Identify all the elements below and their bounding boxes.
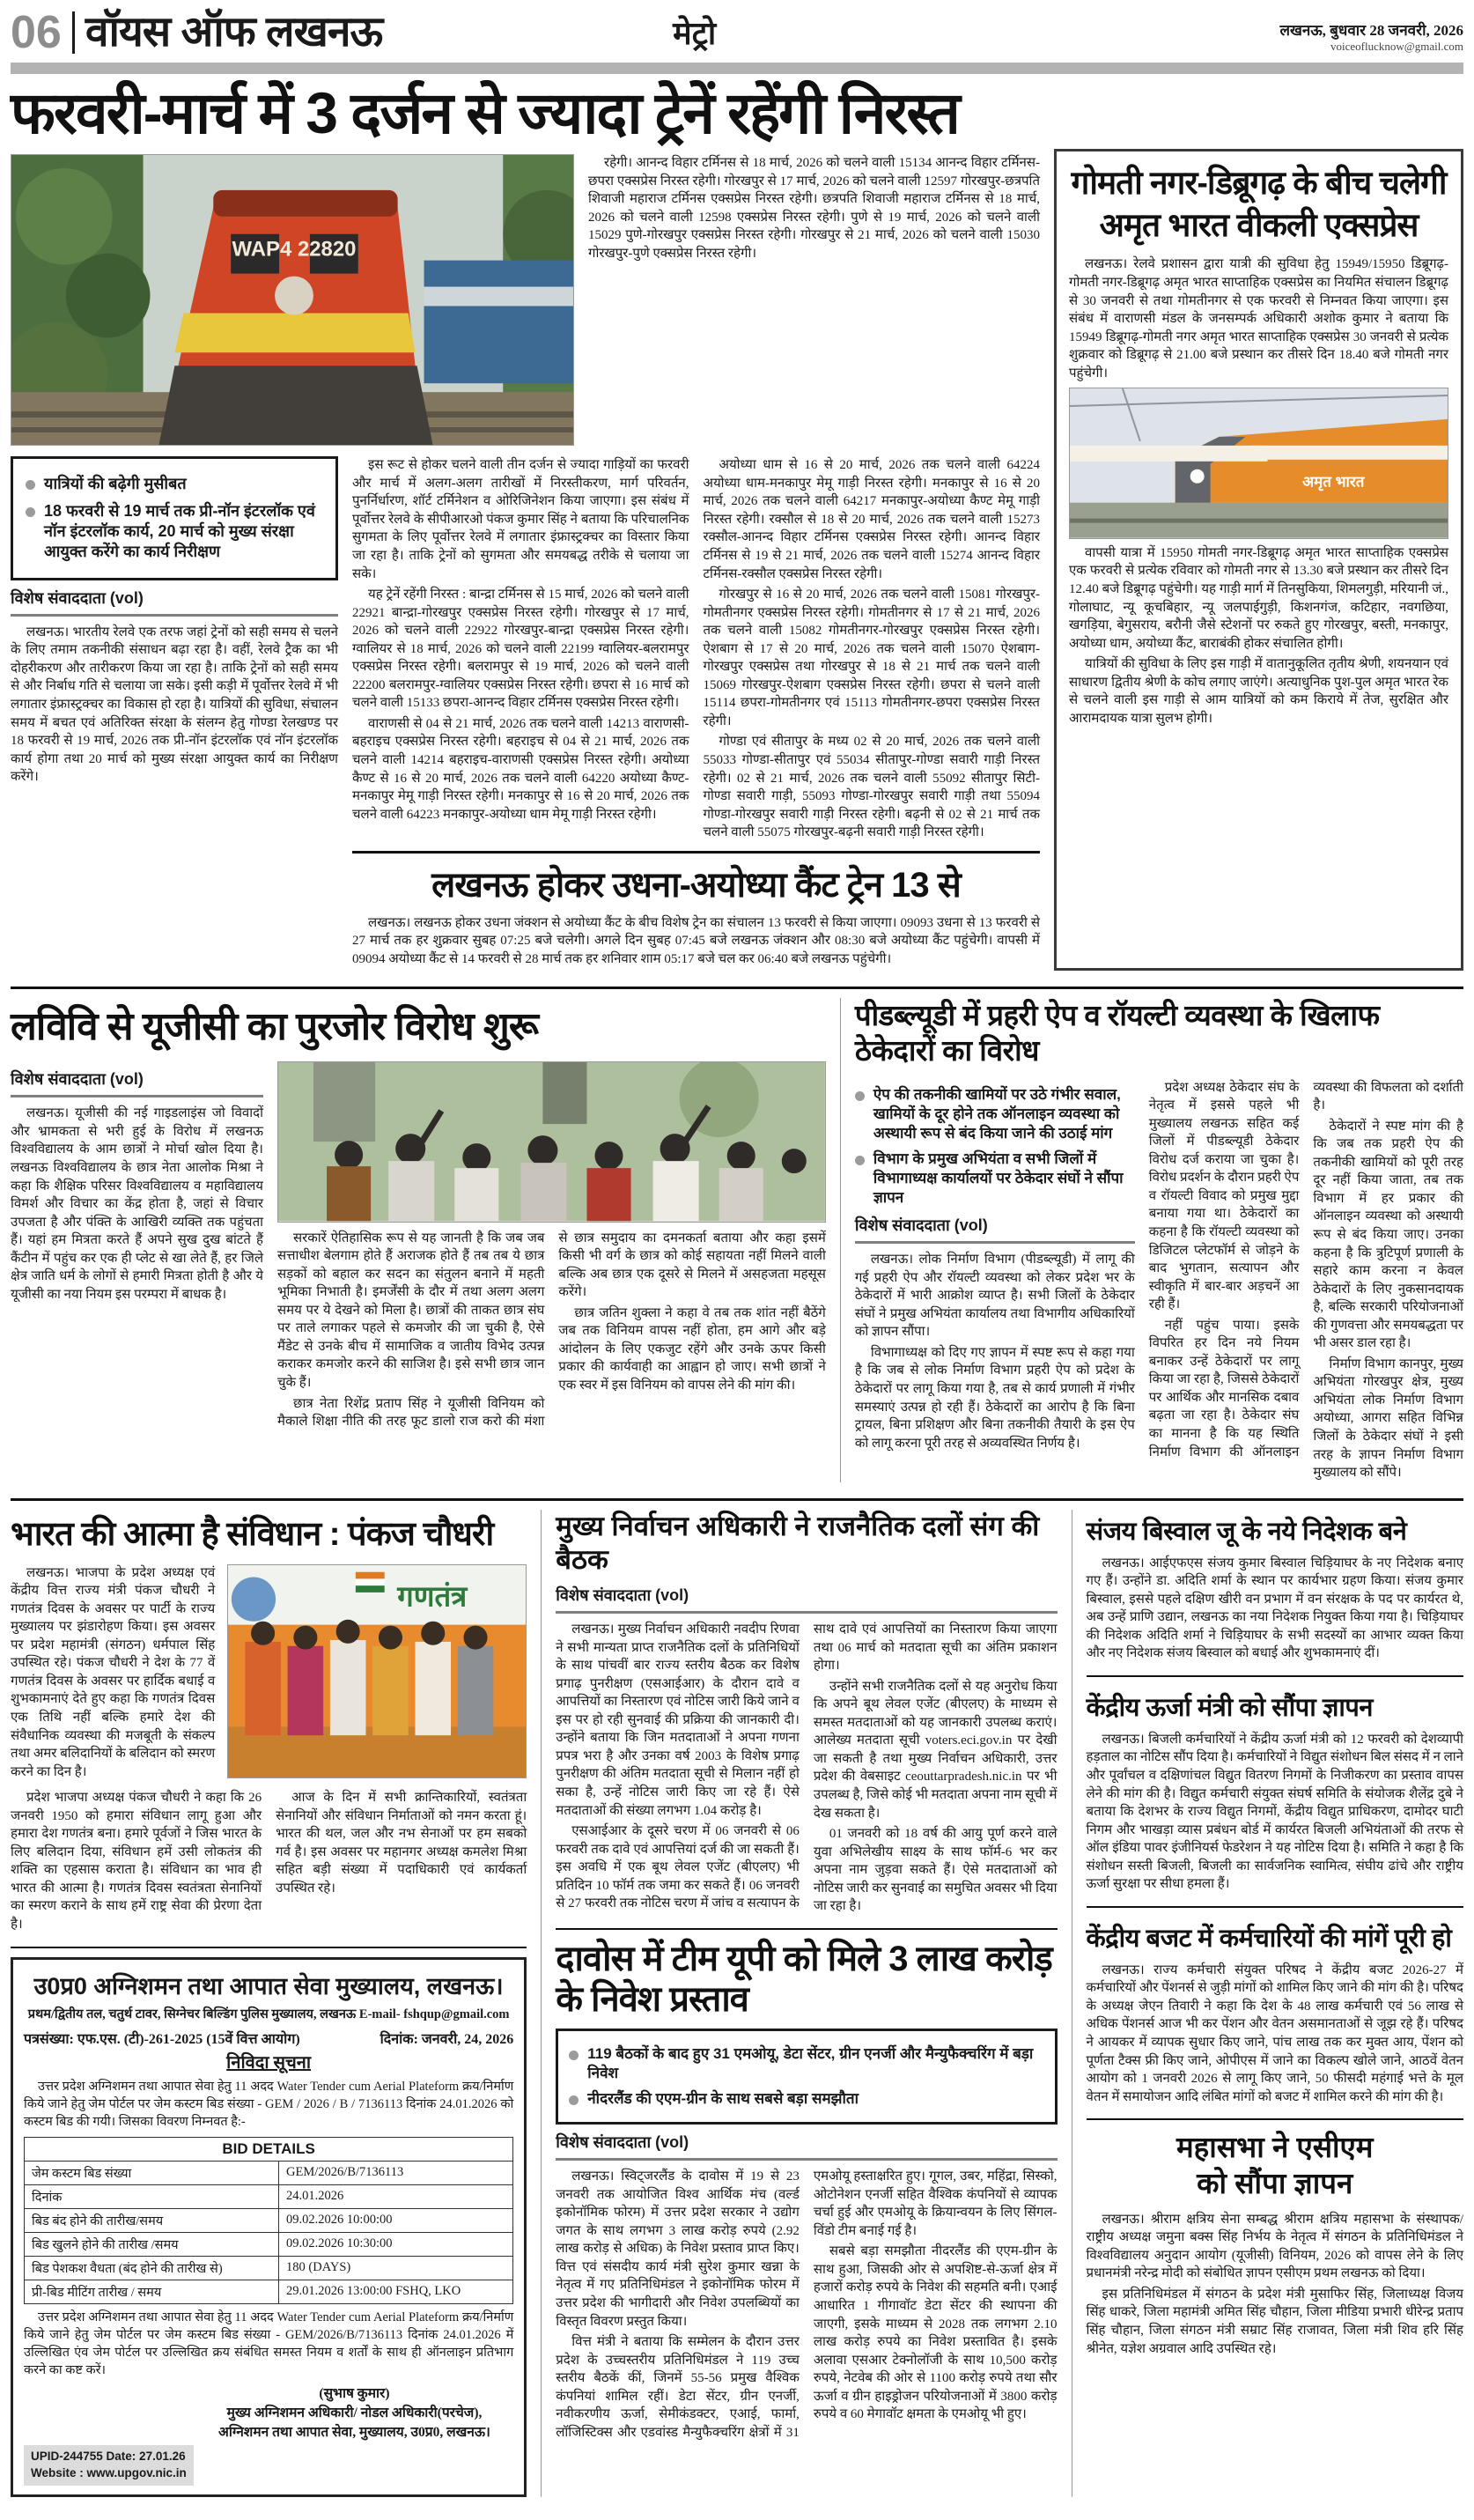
bullet-dot-icon — [569, 2095, 579, 2105]
republic-day-photo — [227, 1564, 527, 1785]
page-header — [11, 6, 1463, 58]
locomotive-photo-illustration — [11, 154, 574, 446]
main-headline: फरवरी-मार्च में 3 दर्जन से ज्यादा ट्रेनें रहेंगी निरस्त — [11, 80, 959, 145]
article-pwd-protest — [840, 998, 1463, 1482]
bid-value: GEM/2026/B/7136113 — [279, 2161, 513, 2184]
bid-details-table — [24, 2137, 513, 2304]
second-band — [11, 987, 1463, 1482]
bullet-dot-icon — [26, 480, 35, 490]
website-text: Website : www.upgov.nic.in — [31, 2466, 187, 2480]
article-davos-investment — [556, 1928, 1057, 2442]
table-row — [25, 2161, 513, 2184]
election-paragraph: लखनऊ। मुख्य निर्वाचन अधिकारी नवदीप रिणवा ने सभी मान्यता प्राप्त राजनैतिक दलों के प्रतिनिधियों के साथ पांचवीं बार राज्य स्तरीय बैठक कर विशेष प्रगाढ़ पुनरीक्षण (एसआईआर) के दौरान दावे व आपत्तियों का निस्तारण एवं नोटिस जारी किये जाने व इस पर हो रही सुनवाई की प्रक्रिया की जानकारी दी। उन्होंने बताया कि जिन मतदाताओं ने अपना गणना प्रपत्र भरा है और उनका वर्ष 2003 के विशेष प्रगाढ़ पुनरीक्षण की अंतिम मतदाता सूची से मिलान नहीं हो सका है, उन्हें नोटिस जारी किए जा रहे हैं। ऐसे मतदाताओं की संख्या लगभग 1.04 करोड़ है। — [556, 1622, 800, 1818]
upid-text: UPID-244755 Date: 27.01.26 — [31, 2450, 186, 2464]
tender-ref-no: पत्रसंख्या: एफ.एस. (टी)-261-2025 (15वें वित्त आयोग) — [24, 2032, 300, 2048]
constitution-headline: भारत की आत्मा है संविधान : पंकज चौधरी — [11, 1515, 494, 1553]
tender-address: प्रथम/द्वितीय तल, चतुर्थ टावर, सिग्नेचर बिल्डिंग पुलिस मुख्यालय, लखनऊ E-mail- fshqup@gmail.com — [27, 2006, 510, 2021]
bid-label: बिड बंद होने की तारीख/समय — [25, 2208, 279, 2232]
bid-value: 09.02.2026 10:30:00 — [279, 2232, 513, 2256]
bid-label: बिड खुलने होने की तारीख /समय — [25, 2232, 279, 2256]
article-budget-demands — [1087, 1906, 1464, 2106]
bid-value: 180 (DAYS) — [279, 2256, 513, 2280]
davos-paragraph: लखनऊ। स्विट्जरलैंड के दावोस में 19 से 23 जनवरी तक आयोजित विश्व आर्थिक मंच (वर्ल्ड इकोनॉमिक फोरम) में उत्तर प्रदेश सरकार ने उद्योग जगत के साथ लगभग 3 लाख करोड़ रुपये (2.92 लाख करोड़ से अधिक) के निवेश प्रस्ताव प्राप्त किए। वित्त एवं संसदीय कार्य मंत्री सुरेश कुमार खन्ना के नेतृत्व में गए प्रतिनिधिमंडल ने इकोनॉमिक फोरम में उत्तर प्रदेश की भागीदारी और निवेश उपलब्धियों का विस्तृत विवरण प्रस्तुत किया। — [556, 2169, 800, 2329]
highlight-item — [855, 1149, 1135, 1208]
main-story-band — [11, 149, 1463, 971]
tender-notice — [11, 1947, 527, 2498]
brand-divider — [72, 11, 75, 54]
article-election-meeting — [556, 1510, 1057, 1916]
ugc-paragraph: छात्र नेता रिशेंद्र प्रताप सिंह ने यूजीसी विनियम को मैकाले शिक्षा नीति की तरह फूट डालो राज करो की मंशा से छात्र समुदाय का दमनकर्ता बताया और कहा इसमें किसी भी वर्ग के छात्र को कोई सहायता नहीं मिलने वाली बल्कि अब छात्र एक दूसरे से मिलने में असहजता महसूस करेंगे। — [277, 1230, 826, 1430]
highlight-text: नीदरलैंड की एएम-ग्रीन के साथ सबसे बड़ा समझौता — [587, 2090, 859, 2108]
table-row — [25, 2208, 513, 2232]
article-zoo-director — [1087, 1513, 1464, 1663]
article-constitution — [11, 1510, 527, 1934]
student-protest-photo — [277, 1061, 826, 1222]
byline: विशेष संवाददाता (vol) — [11, 1068, 263, 1097]
election-headline: मुख्य निर्वाचन अधिकारी ने राजनैतिक दलों संग की बैठक — [556, 1510, 1040, 1576]
constitution-paragraph: लखनऊ। भाजपा के प्रदेश अध्यक्ष एवं केंद्रीय वित्त राज्य मंत्री पंकज चौधरी ने गणतंत्र दिवस के अवसर पर पार्टी के राज्य मुख्यालय पर झंडारोहण किया। इस अवसर पर प्रदेश महामंत्री (संगठन) धर्मपाल सिंह उपस्थित रहे। पंकज चौधरी ने देश के 77 वें गणतंत्र दिवस के अवसर पर हार्दिक बधाई व शुभकामनाएं देते हुए कहा कि गणतंत्र दिवस एक तिथि नहीं बल्कि हमारे देश की संवैधानिक व्यवस्था की मजबूती के संकल्प तथा अमर बलिदानियों के बलिदान को स्मरण करने का दिन है। — [11, 1565, 216, 1779]
tender-org: उ0प्र0 अग्निशमन तथा आपात सेवा मुख्यालय, लखनऊ। — [33, 1972, 504, 1999]
trains-paragraph: अयोध्या धाम से 16 से 20 मार्च, 2026 तक चलने वाली 64224 अयोध्या धाम-मनकापुर मेमू गाड़ी निरस्त रहेगी। मनकापुर से 16 से 20 मार्च, 2026 तक चलने वाली 64217 मनकापुर-अयोध्या कैण्ट मेमू गाड़ी निरस्त रहेगी। रक्सौल से 18 से 20 मार्च, 2026 तक चलने वाली 15273 रक्सौल-आनन्द विहार टर्मिनस एक्सप्रेस निरस्त रहेगी। आनन्द विहार टर्मिनस से 19 से 21 मार्च, 2026 तक चलने वाली 15274 आनन्द विहार टर्मिनस-रक्सौल एक्सप्रेस निरस्त रहेगी। — [703, 458, 1040, 581]
bullet-dot-icon — [569, 2051, 579, 2060]
pwd-paragraph: प्रदेश अध्यक्ष ठेकेदार संघ के नेतृत्व में इससे पहले भी मुख्यालय लखनऊ सहित कई जिलों में पीडब्ल्यूडी ठेकेदार विरोध दर्ज कराया जा चुका है। विरोध प्रदर्शन के दौरान प्रहरी ऐप व रॉयल्टी विवाद को प्रमुख मुद्दा बनाया गया था। ठेकेदारों का कहना है कि रॉयल्टी व्यवस्था को डिजिटल प्लेटफॉर्म से जोड़ने के बाद भुगतान, सत्यापन और स्वीकृति में बार-बार अड़चनें आ रही हैं। — [1148, 1080, 1300, 1312]
brand — [11, 6, 383, 58]
amrit-headline-line2: अमृत भारत वीकली एक्सप्रेस — [1099, 207, 1419, 244]
bid-table-title: BID DETAILS — [25, 2137, 513, 2161]
bullet-dot-icon — [855, 1091, 865, 1101]
highlight-text: 119 बैठकों के बाद हुए 31 एमओयू, डेटा सेंटर, ग्रीन एनर्जी और मैन्युफैक्चरिंग में बड़ा निवेश — [587, 2044, 1034, 2081]
budget-demands-body: लखनऊ। राज्य कर्मचारी संयुक्त परिषद ने केंद्रीय बजट 2026-27 में कर्मचारियों और पेंशनर्स से जुड़ी मांगों को शामिल किए जाने की मांग की है। परिषद के अध्यक्ष जेएन तिवारी ने कहा कि देश के 48 लाख कर्मचारी एवं 56 लाख से अधिक पेंशनर्स आज भी कर पेंशन और वेतन असमानताओं से जूझ रहे हैं। परिषद ने आयकर में व्यापक सुधार किए जाने, पांच लाख तक कर मुक्त आय, पेंशन को पूर्णता टैक्स फ्री किए जाने, ओपीएस में जाने का विकल्प खोले जाने, आठवें वेतन आयोग को 1 जनवरी 2026 से लागू किए जाने, 50 फीसदी महंगाई भत्ते के मूल वेतन में समायोजन आदि लंबित मांगों को बजट में शामिल करने की मांग की है। — [1086, 1962, 1463, 2104]
highlight-item — [26, 501, 323, 563]
zoo-director-body: लखनऊ। आईएफएस संजय कुमार बिस्वाल चिड़ियाघर के नए निदेशक बनाए गए हैं। उन्होंने डा. अदिति शर्मा के स्थान पर कार्यभार ग्रहण किया। संजय कुमार बिस्वाल, इससे पहले दक्षिण खीरी वन प्रभाग में वन संरक्षक के पद पर कार्यरत थे, अब उन्हें प्राणि उद्यान, लखनऊ का नया निदेशक नियुक्त किया गया है। चिड़ियाघर की निदेशक अदिति शर्मा ने चिड़ियाघर के सभी सदस्यों का आभार व्यक्त किया और नए निदेशक संजय बिस्वाल को बधाई और शुभकामनाएं दीं। — [1086, 1556, 1463, 1661]
bid-label: बिड पेशकश वैधता (बंद होने की तारीख से) — [25, 2256, 279, 2280]
amrit-paragraph: वापसी यात्रा में 15950 गोमती नगर-डिब्रूगढ़ अमृत भारत साप्ताहिक एक्सप्रेस एक फरवरी से प्रत्येक रविवार को गोमती नगर से 13.30 बजे प्रस्थान कर तीसरे दिन 12.40 बजे डिब्रूगढ़ पहुंचेगी। यह गाड़ी मार्ग में तिनसुकिया, शिमलगुड़ी, मरियानी जं., गोलाघाट, न्यू कूचबिहार, न्यू जलपाईगुड़ी, किशनगंज, कटिहार, नवगछिया, खगड़िया, बेगुसराय, बरौनी जैसे स्टेशनों पर रुकते हुए गोरखपुर, बस्ती, मनकापुर, अयोध्या धाम, अयोध्या कैंट, बाराबंकी होकर संचालित होगी। — [1069, 545, 1448, 651]
election-paragraph: 01 जनवरी को 18 वर्ष की आयु पूर्ण करने वाले युवा अभिलेखीय साक्ष्य के साथ फॉर्म-6 भर कर अपना नाम जुड़वा सकते हैं। ऐसे मतदाताओं को नोटिस जारी कर सुनवाई का समुचित अवसर भी दिया जा रहा है। — [813, 1827, 1058, 1914]
table-row — [25, 2232, 513, 2256]
udhna-body: लखनऊ। लखनऊ होकर उधना जंक्शन से अयोध्या कैंट के बीच विशेष ट्रेन का संचालन 13 फरवरी से किया जाएगा। 09093 उधना से 13 फरवरी से 27 मार्च तक हर शुक्रवार सुबह 07:25 बजे चलेगी। अगले दिन सुबह 07:45 बजे लखनऊ जंक्शन और 08:30 बजे अयोध्या कैंट पहुंचेगी। वापसी में 09094 अयोध्या कैंट से 14 फरवरी से 28 मार्च तक हर शनिवार शाम 05:17 बजे चल कर 06:40 बजे लखनऊ पहुंचेगी। — [352, 915, 1040, 966]
highlight-text: यात्रियों की बढ़ेगी मुसीबत — [44, 475, 187, 493]
trains-paragraph: यह ट्रेनें रहेंगी निरस्त : बान्द्रा टर्मिनस से 15 मार्च, 2026 को चलने वाली 22921 बान्द्रा-गोरखपुर एक्सप्रेस निरस्त रहेगी। गोरखपुर से 17 मार्च, 2026 को चलने वाली 22922 गोरखपुर-बान्द्रा एक्सप्रेस निरस्त रहेगी। ग्वालियर से 18 मार्च, 2026 को चलने वाली 22199 ग्वालियर-बलरामपुर एक्सप्रेस निरस्त रहेगी। बलरामपुर से 19 मार्च, 2026 को चलने वाली 22200 बलरामपुर-ग्वालियर एक्सप्रेस निरस्त रहेगी। छपरा से 16 मार्च को चलने वाली 15133 छपरा-आनन्द विहार टर्मिनस एक्सप्रेस निरस्त रहेगी। — [352, 588, 689, 711]
ugc-paragraph: सरकारें ऐतिहासिक रूप से यह जानती है कि जब जब सत्ताधीश बेलगाम होते हैं अराजक होते हैं तब तब ये छात्र सड़कों को बहाल कर सदन का संतुलन बनाने में महती भूमिका निभाती है। इमर्जेंसी के दौर में तथा अलग अलग समय पर ये देखने को मिला है। छात्रों की ताकत छात्र संघ पर ताले लगाकर पहले से कमजोर की जा चुकी है, ऐसे मैंडेट से उनके बीच में सामाजिक व जातीय विभेद उत्पन्न कराकर कमजोर करने की साजिश है। इसे सभी छात्र जान चुके हैं। — [277, 1230, 545, 1390]
davos-highlight-box — [556, 2029, 1057, 2125]
header-rule — [11, 63, 1463, 74]
bullet-dot-icon — [855, 1156, 865, 1165]
energy-memo-body: लखनऊ। बिजली कर्मचारियों ने केंद्रीय ऊर्जा मंत्री को 12 फरवरी को देशव्यापी हड़ताल का नोटिस सौंप दिया है। कर्मचारियों ने विद्युत संशोधन बिल संसद में न लाने और पूर्वांचल व दक्षिणांचल विद्युत वितरण निगमों के निजीकरण का प्रस्ताव वापस लेने की मांग की है। विद्युत कर्मचारी संयुक्त संघर्ष समिति के संयोजक शैलेंद्र दुबे ने बताया कि देशभर के राज्य विद्युत निगमों, केंद्रीय विद्युत प्राधिकरण, दामोदर घाटी निगम और भाखड़ा व्यास प्रबंधन बोर्ड में कार्यरत बिजली अभियंताओं की तरफ से ऑल इंडिया पावर इंजीनियर्स फेडरेशन ने यह नोटिस दिया है। समिति ने कहा है कि संशोधन सस्ती बिजली, बिजली का सार्वजनिक स्वामित्व, संघीय ढांचे और राष्ट्रीय ऊर्जा सुरक्षा पर सीधा हमला हैं। — [1086, 1732, 1463, 1892]
contact-email: voiceoflucknow@gmail.com — [1330, 40, 1463, 53]
trains-paragraph: रहेगी। आनन्द विहार टर्मिनस से 18 मार्च, 2026 को चलने वाली 15134 आनन्द विहार टर्मिनस-छपरा एक्सप्रेस निरस्त रहेगी। गोरखपुर से 17 मार्च, 2026 को चलने वाली 12597 गोरखपुर-छत्रपति शिवाजी महाराज टर्मिनस एक्सप्रेस निरस्त रहेगी। छत्रपति शिवाजी महाराज टर्मिनस से 18 मार्च, 2026 को चलने वाली 12598 एक्सप्रेस निरस्त रहेगी। पुणे से 19 मार्च, 2026 को चलने वाली 15029 पुणे-गोरखपुर एक्सप्रेस निरस्त रहेगी। गोरखपुर से 21 मार्च, 2026 को चलने वाली 15030 गोरखपुर-पुणे एक्सप्रेस निरस्त रहेगी। — [588, 156, 1040, 262]
pwd-headline: पीडब्ल्यूडी में प्रहरी ऐप व रॉयल्टी व्यवस्था के खिलाफ ठेकेदारों का विरोध — [854, 999, 1380, 1067]
tender-title: निविदा सूचना — [226, 2053, 312, 2073]
bid-value: 24.01.2026 — [279, 2184, 513, 2208]
tender-upid-block — [24, 2445, 194, 2486]
signer-title: मुख्य अग्निशमन अधिकारी/ नोडल अधिकारी(परचेज), — [226, 2405, 483, 2421]
dateline: लखनऊ, बुधवार 28 जनवरी, 2026 — [1279, 22, 1463, 39]
section-label: मेट्रो — [673, 15, 717, 51]
amrit-headline-line1: गोमती नगर-डिब्रूगढ़ के बीच चलेगी — [1071, 165, 1447, 202]
table-row — [25, 2280, 513, 2303]
bid-label: दिनांक — [25, 2184, 279, 2208]
bid-label: प्री-बिड मीटिंग तारीख / समय — [25, 2280, 279, 2303]
table-row — [25, 2256, 513, 2280]
bid-value: 29.01.2026 13:00:00 FSHQ, LKO — [279, 2280, 513, 2303]
election-paragraph: एसआईआर के दूसरे चरण में 06 जनवरी से 06 फरवरी तक दावे एवं आपत्तियां दर्ज की जा सकती हैं। इस अवधि में एक बूथ लेवल एजेंट (बीएलए) भी प्रतिदिन 10 फॉर्म तक जमा कर सकते हैं। 06 जनवरी से 27 फरवरी तक नोटिस चरण में जांच व सत्यापन के साथ दावे एवं आपत्तियों का निस्तारण किया जाएगा तथा 06 मार्च को मतदाता सूची का अंतिम प्रकाशन होगा। — [556, 1622, 1058, 1911]
loco-number-label: WAP4 22820 — [232, 237, 357, 262]
constitution-paragraph: आज के दिन में सभी क्रान्तिकारियों, स्वतंत्रता सेनानियों और संविधान निर्माताओं को नमन करता हूं। भारत की थल, जल और नभ सेनाओं पर हम सबको गर्व है। इस अवसर पर महानगर अध्यक्ष कमलेश मिश्रा सहित बड़ी संख्या में पदाधिकारी एवं कार्यकर्ता उपस्थित रहे। — [276, 1791, 527, 1896]
udhna-headline: लखनऊ होकर उधना-अयोध्या कैंट ट्रेन 13 से — [431, 865, 961, 905]
pwd-paragraph: ठेकेदारों ने स्पष्ट मांग की है कि जब तक प्रहरी ऐप की तकनीकी खामियों को पूरी तरह दूर नहीं किया जाता, तब तक विभाग में हर प्रकार की ऑनलाइन व्यवस्था को अस्थायी रूप से बंद किया जाए। उनका कहना है कि त्रुटिपूर्ण प्रणाली के सहारे काम करना न केवल ठेकेदारों के लिए नुकसानदायक है, बल्कि सरकारी परियोजनाओं की गुणवत्ता और समयबद्धता पर भी असर डाल रहा है। — [1313, 1119, 1463, 1351]
header-meta — [1279, 19, 1463, 54]
article-ugc-protest — [11, 998, 840, 1482]
davos-paragraph: वित्त मंत्री ने बताया कि सम्मेलन के दौरान उत्तर प्रदेश के उच्चस्तरीय प्रतिनिधिमंडल ने 119 उच्च स्तरीय बैठकें कीं, जिनमें 55-56 प्रमुख वैश्विक कंपनियां शामिल रहीं। डेटा सेंटर, ग्रीन एनर्जी, नवीकरणीय ऊर्जा, सेमीकंडक्टर, एआई, फार्मा, लॉजिस्टिक्स और एडवांस्ड मैन्युफैक्चरिंग क्षेत्रों में 31 एमओयू हस्ताक्षरित हुए। गूगल, उबर, महिंद्रा, सिस्को, ओटोनेशन एनर्जी सहित वैश्विक कंपनियों से व्यापक चर्चा हुई और एमओयू के क्रियान्वयन के लिए सिंगल-विंडो टीम बनाई गई है। — [556, 2169, 1058, 2440]
page-number: 06 — [11, 6, 62, 58]
highlight-text: विभाग के प्रमुख अभियंता व सभी जिलों में विभागाध्यक्ष कार्यालयों पर ठेकेदार संघों ने सौंपा ज्ञापन — [873, 1149, 1124, 1207]
ugc-paragraph: लखनऊ। यूजीसी की नई गाइडलाइंस जो विवादों और भ्रामकता से भरी हुई के विरोध में लखनऊ विश्वविद्यालय के आम छात्रों ने मोर्चा खोल दिया है। लखनऊ विश्वविद्यालय के छात्र नेता आलोक मिश्रा ने कहा कि शैक्षिक परिसर विश्वविद्यालय व महाविद्यालय विमर्श और विचार का केंद्र होता है, जहां से विचार उपजता है और पंक्ति के आखिरी व्यक्ति तक पहुंचता हैं। यहां हम मित्रता करते हैं अपने सुख दुख बांटते हैं कैंटीन में पहुंच कर एक ही प्लेट से खा लेते हैं, हर जिले क्षेत्र जाति धर्म के लोगों से हमारी मित्रता होती है और ये यूजीसी का नया नियम इस परम्परा में बाधक है। — [11, 1106, 263, 1302]
mahasabha-headline-line2: को सौंपा ज्ञापन — [1197, 2167, 1353, 2200]
article-mahasabha-memo — [1087, 2118, 1464, 2358]
highlight-text: ऐप की तकनीकी खामियों पर उठे गंभीर सवाल, खामियों के दूर होने तक ऑनलाइन व्यवस्था को अस्थायी रूप से बंद किया जाने की उठाई मांग — [873, 1085, 1121, 1142]
amrit-train-label: अमृत भारत — [1302, 474, 1365, 491]
byline: विशेष संवाददाता (vol) — [556, 2132, 1057, 2161]
table-row — [25, 2184, 513, 2208]
article-energy-memo — [1087, 1675, 1464, 1894]
pwd-highlights — [855, 1085, 1135, 1208]
bottom-band — [11, 1498, 1463, 2498]
tender-signature — [195, 2384, 514, 2442]
mahasabha-paragraph: लखनऊ। श्रीराम क्षत्रिय सेना सम्बद्ध श्रीराम क्षत्रिय महासभा के संस्थापक/राष्ट्रीय अध्यक्ष जमुना बक्स सिंह निर्भय के नेतृत्व में संगठन के प्रतिनिधिमंडल ने विश्वविद्यालय अनुदान आयोग (यूजीसी) विनियम, 2026 को वापस लेने के लिए प्रधानमंत्री नरेन्द्र मोदी को संबोधित ज्ञापन एसीएम प्रथम लखनऊ को दिया। — [1086, 2212, 1463, 2281]
highlight-text: 18 फरवरी से 19 मार्च तक प्री-नॉन इंटरलॉक एवं नॉन इंटरलॉक कार्य, 20 मार्च को मुख्य संरक्षा आयुक्त करेंगे का कार्य निरीक्षण — [44, 501, 315, 561]
trains-paragraph: वाराणसी से 04 से 21 मार्च, 2026 तक चलने वाली 14213 वाराणसी-बहराइच एक्सप्रेस निरस्त रहेगी। बहराइच से 04 से 21 मार्च, 2026 तक चलने वाली 14214 बहराइच-वाराणसी एक्सप्रेस निरस्त रहेगी। अयोध्या कैण्ट से 16 से 20 मार्च, 2026 तक चलने वाली 64220 अयोध्या कैण्ट-मनकापुर मेमू गाड़ी निरस्त रहेगी। मनकापुर से 16 से 20 मार्च, 2026 तक चलने वाली 64223 मनकापुर-अयोध्या धाम मेमू गाड़ी निरस्त रहेगी। — [352, 716, 689, 822]
highlight-item — [569, 2044, 1043, 2083]
tender-outro: उत्तर प्रदेश अग्निशमन तथा आपात सेवा हेतु 11 अदद Water Tender cum Aerial Plateform क्रय/निर्माण किये जाने हेतु जेम पोर्टल पर जेम कस्टम बिड संख्या - GEM/2026/B/7136113 दिनांक 24.01.2026 में उल्लिखित एंव जेम पोर्टल पर उल्लिखित क्रय संबंधित समस्त नियम व शर्तों के साथ ही ऑनलाइन प्रतिभाग करने का कष्ट करें। — [24, 2309, 514, 2377]
mahasabha-paragraph: इस प्रतिनिधिमंडल में संगठन के प्रदेश मंत्री मुसाफिर सिंह, जिलाध्यक्ष विजय सिंह धाकरे, जिला महामंत्री अमित सिंह चौहान, जिला मीडिया प्रभारी धीरेन्द्र प्रताप सिंह चौहान, जिला संगठन मंत्री सम्राट सिंह राजावत, जिला मंत्री शिव हरि सिंह श्रीनेत, यज्ञेश अग्रवाल आदि उपस्थित रहे। — [1086, 2287, 1463, 2356]
train-photo — [11, 154, 574, 446]
energy-memo-headline: केंद्रीय ऊर्जा मंत्री को सौंपा ज्ञापन — [1086, 1693, 1373, 1722]
mahasabha-headline-line1: महासभा ने एसीएम — [1176, 2131, 1374, 2164]
bid-label: जेम कस्टम बिड संख्या — [25, 2161, 279, 2184]
highlight-item — [569, 2089, 1043, 2109]
trains-paragraph: गोरखपुर से 16 से 20 मार्च, 2026 तक चलने वाली 15081 गोरखपुर-गोमतीनगर एक्सप्रेस निरस्त रहेगी। गोमतीनगर से 17 से 21 मार्च, 2026 तक चलने वाली 15082 गोमतीनगर-गोरखपुर एक्सप्रेस निरस्त रहेगी। ऐशबाग से 17 से 20 मार्च, 2026 तक चलने वाली 15070 ऐशबाग-गोरखपुर एक्सप्रेस तथा गोरखपुर से 18 से 21 मार्च तक चलने वाली 15069 गोरखपुर-ऐशबाग एक्सप्रेस निरस्त रहेगी। छपरा से चलने वाली 15114 छपरा-गोमतीनगर एवं 15113 गोमतीनगर-छपरा एक्सप्रेस निरस्त रहेगी। — [703, 588, 1040, 728]
signer-name: (सुभाष कुमार) — [319, 2386, 390, 2402]
pwd-paragraph: निर्माण विभाग कानपुर, मुख्य अभियंता गोरखपुर क्षेत्र, मुख्य अभियंता लोक निर्माण विभाग अयोध्या, आगरा सहित विभिन्न जिलों के ठेकेदार संघों ने इसी तरह के ज्ञापन निर्माण विभाग मुख्यालय को सौंपे। — [1313, 1356, 1463, 1481]
constitution-paragraph: प्रदेश भाजपा अध्यक्ष पंकज चौधरी ने कहा कि 26 जनवरी 1950 को हमारा संविधान लागू हुआ और हमारा देश गणतंत्र बना। हमारे पूर्वजों ने जिस भारत के लिए बलिदान दिया, संविधान हमें उसी लोकतंत्र की शक्ति का एहसास कराता है। संविधान का भाव ही भारत की आत्मा है। गणतंत्र दिवस स्वतंत्रता सेनानियों का स्मरण कराने के साथ हमें राष्ट्र सेवा की प्रेरणा देता है। — [11, 1791, 262, 1932]
pwd-paragraph: लखनऊ। लोक निर्माण विभाग (पीडब्ल्यूडी) में लागू की गई प्रहरी ऐप और रॉयल्टी व्यवस्था को लेकर प्रदेश भर के ठेकेदारों में भारी आक्रोश व्याप्त है। सभी जिलों के ठेकेदार संघों ने प्रमुख अभियंता कार्यालय तथा विभागीय अधिकारियों को ज्ञापन सौंपा। — [854, 1253, 1135, 1340]
pwd-paragraph: नहीं पहुंच पाया। इसके विपरित हर दिन नये नियम बनाकर उन्हें ठेकेदारों पर लागू किया जा रहा है, जिससे ठेकेदारों पर आर्थिक और मानसिक दबाव बढ़ता जा रहा है। ठेकेदार संघ का मानना है कि यह स्थिति निर्माण विभाग की ऑनलाइन व्यवस्था की विफलता को दर्शाती है। — [1148, 1080, 1463, 1460]
davos-paragraph: सबसे बड़ा समझौता नीदरलैंड की एएम-ग्रीन के साथ हुआ, जिसकी ओर से अपशिष्ट-से-ऊर्जा क्षेत्र में हजारों करोड़ रुपये के निवेश की सहमति बनी। एआई आधारित 1 गीगावॉट डेटा सेंटर की स्थापना की जाएगी, इसके माध्यम से 2028 तक लगभग 2.10 लाख करोड़ रुपये का निवेश प्रस्तावित है। इसके अलावा एसआर टेक्नोलॉजी के साथ 10,500 करोड़ रुपये, नेटवेब की ओर से 1100 करोड़ रुपये तथा सौर ऊर्जा व ग्रीन हाइड्रोजन परियोजनाओं में 3800 करोड़ रुपये व 60 मेगावॉट क्षमता के एमओयू भी हुए। — [813, 2244, 1058, 2422]
trains-paragraph: इस रूट से होकर चलने वाली तीन दर्जन से ज्यादा गाड़ियों का फरवरी और मार्च में अलग-अलग तारीखों में निरस्तीकरण, मार्ग परिवर्तन, पुनर्निर्धारण, शॉर्ट टर्मिनेशन व ओरिजिनेशन किया जाएगा। इस संबंध में पूर्वोत्तर रेलवे के सीपीआरओ पंकज कुमार सिंह ने बताया कि परिचालनिक सुगमता के लिए पूर्वोत्तर रेलवे में लगातार इंफ्रास्ट्रक्चर का विस्तार किया जा रहा है। ताकि ट्रेनों को सुगमता और समयबद्ध तरीके से चलाया जा सके। — [352, 458, 689, 581]
masthead-title: वॉयस ऑफ लखनऊ — [85, 9, 383, 56]
ugc-paragraph: छात्र जतिन शुक्ला ने कहा वे तब तक शांत नहीं बैठेंगे जब तक विनियम वापस नहीं होता, हम आगे और बड़े आंदोलन के लिए एकजुट रहेंगे और उनके ऊपर किसी प्रकार की कार्यवाही का आह्वान हो जाए। सभी छात्रों ने एक स्वर में इस विनियम को वापस लेने की मांग की। — [558, 1305, 826, 1393]
amrit-paragraph: यात्रियों की सुविधा के लिए इस गाड़ी में वातानुकूलित तृतीय श्रेणी, शयनयान एवं साधारण द्वितीय श्रेणी के कोच लगाए जाएंगे। अत्याधुनिक पुश-पुल अमृत भारत रेक से चलने वाली इस गाड़ी से आम यात्रियों को कम किराये में तेज, सुरक्षित और आरामदायक यात्रा सुलभ होगी। — [1069, 657, 1448, 726]
pwd-paragraph: विभागाध्यक्ष को दिए गए ज्ञापन में स्पष्ट रूप से कहा गया है कि जब से लोक निर्माण विभाग प्रहरी ऐप को प्रदेश के ठेकेदारों पर लागू किया गया है, तब से कार्य प्रणाली में गंभीर समस्याएं उत्पन्न हो रही हैं। ठेकेदारों का आरोप है कि बिना ट्रायल, बिना प्रशिक्षण और बिना तकनीकी तैयारी के इस ऐप को लागू करना पूरी तरह से अव्यवस्थित निर्णय है। — [854, 1345, 1135, 1451]
byline: विशेष संवाददाता (vol) — [556, 1585, 1057, 1614]
republic-day-illustration — [227, 1564, 527, 1778]
election-paragraph: उन्होंने सभी राजनैतिक दलों से यह अनुरोध किया कि अपने बूथ लेवल एजेंट (बीएलए) के माध्यम से समस्त मतदाताओं को यह जानकारी उपलब्ध कराएं। आलेख्य मतदाता सूची voters.eci.gov.in पर देखी जा सकती है तथा मुख्य निर्वाचन अधिकारी, उत्तर प्रदेश की वेबसाइट ceouttarpradesh.nic.in पर भी उपलब्ध है, जिसे कोई भी मतदाता अपना नाम सूची में देख सकता है। — [813, 1679, 1058, 1821]
signer-title: अग्निशमन तथा आपात सेवा, मुख्यालय, उ0प्र0, लखनऊ। — [217, 2424, 490, 2440]
byline: विशेष संवाददाता (vol) — [11, 588, 338, 617]
trains-highlight-box — [11, 456, 338, 580]
budget-demands-headline: केंद्रीय बजट में कर्मचारियों की मांगें पूरी हो — [1086, 1924, 1452, 1953]
byline: विशेष संवाददाता (vol) — [855, 1215, 1135, 1244]
amrit-train-photo — [1069, 388, 1448, 539]
article-udhna — [352, 851, 1040, 969]
highlight-item — [855, 1085, 1135, 1143]
bid-value: 09.02.2026 10:00:00 — [279, 2208, 513, 2232]
republic-banner-label: गणतंत्र — [397, 1578, 468, 1612]
zoo-director-headline: संजय बिस्वाल जू के नये निदेशक बने — [1086, 1517, 1407, 1546]
trains-paragraph: गोण्डा एवं सीतापुर के मध्य 02 से 20 मार्च, 2026 तक चलने वाली 55033 गोण्डा-सीतापुर एवं 55034 सीतापुर-गोण्डा सवारी गाड़ी निरस्त रहेगी। 02 से 21 मार्च, 2026 तक चलने वाली 55092 सीतापुर सिटी-गोण्डा सवारी गाड़ी, 55093 गोण्डा-गोरखपुर सवारी गाड़ी तथा 55094 गोण्डा-गोरखपुर सवारी गाड़ी निरस्त रहेगी। बढ़नी से 02 से 21 मार्च तक चलने वाली 55075 गोरखपुर-बढ़नी सवारी गाड़ी निरस्त रहेगी। — [703, 735, 1040, 840]
tender-date: दिनांक: जनवरी, 24, 2026 — [380, 2032, 514, 2048]
highlight-item — [26, 474, 323, 494]
article-amrit-express — [1054, 149, 1463, 971]
tender-intro: उत्तर प्रदेश अग्निशमन तथा आपात सेवा हेतु 11 अदद Water Tender cum Aerial Plateform क्रय/निर्माण किये जाने हेतु जेम पोर्टल पर जेम कस्टम बिड संख्या - GEM / 2026 / B / 7136113 दिनांक 24.01.2026 को कस्टम बिड की गयी। जिसका विवरण निम्नवत है:- — [24, 2080, 514, 2130]
amrit-train-illustration — [1069, 388, 1448, 539]
ugc-headline: लविवि से यूजीसी का पुरजोर विरोध शुरू — [11, 1005, 538, 1049]
amrit-paragraph: लखनऊ। रेलवे प्रशासन द्वारा यात्री की सुविधा हेतु 15949/15950 डिब्रूगढ़-गोमती नगर-डिब्रूगढ़ अमृत भारत साप्ताहिक एक्सप्रेस का नियमित संचालन डिब्रूगढ़ से 30 जनवरी से तथा गोमतीनगर से एक फरवरी से निम्नवत किया जाएगा। इस संबंध में वाराणसी मंडल के जनसम्पर्क अधिकारी अशोक कुमार ने बताया कि 15949 डिब्रूगढ़-गोमती नगर अमृत भारत साप्ताहिक एक्सप्रेस 30 जनवरी से प्रत्येक शुक्रवार को डिब्रूगढ़ से 21.00 बजे प्रस्थान कर तीसरे दिन 18.40 बजे गोमती नगर पहुंचेगी। — [1069, 257, 1448, 381]
trains-paragraph: लखनऊ। भारतीय रेलवे एक तरफ जहां ट्रेनों को सही समय से चलने के लिए तमाम तकनीकी संसाधन बढ़ा रहा है। वहीं, रेलवे ट्रैक का भी दोहरीकरण और तारीकरण किया जा रहा है। ताकि ट्रेनों को सही समय से और निर्बाध गति से चलाया जा सके। इसी कड़ी में पूर्वोत्तर रेलवे में भी लगातार इंफ्रास्ट्रक्चर का विकास हो रहा है। यात्रियों की सुविधा, संचालन समय में बचत एवं अतिरिक्त संरक्षा के संलग्न हेतु गोण्डा रेलखण्ड पर 18 फरवरी से 19 मार्च, 2026 तक प्री-नॉन इंटरलॉक एवं नॉन इंटरलॉक कार्य होगा तथा 20 मार्च को मुख्य संरक्षा आयुक्त कार्य का निरीक्षण करेंगे। — [11, 624, 338, 785]
davos-headline: दावोस में टीम यूपी को मिले 3 लाख करोड़ के निवेश प्रस्ताव — [556, 1939, 1052, 2019]
bullet-dot-icon — [26, 507, 35, 517]
